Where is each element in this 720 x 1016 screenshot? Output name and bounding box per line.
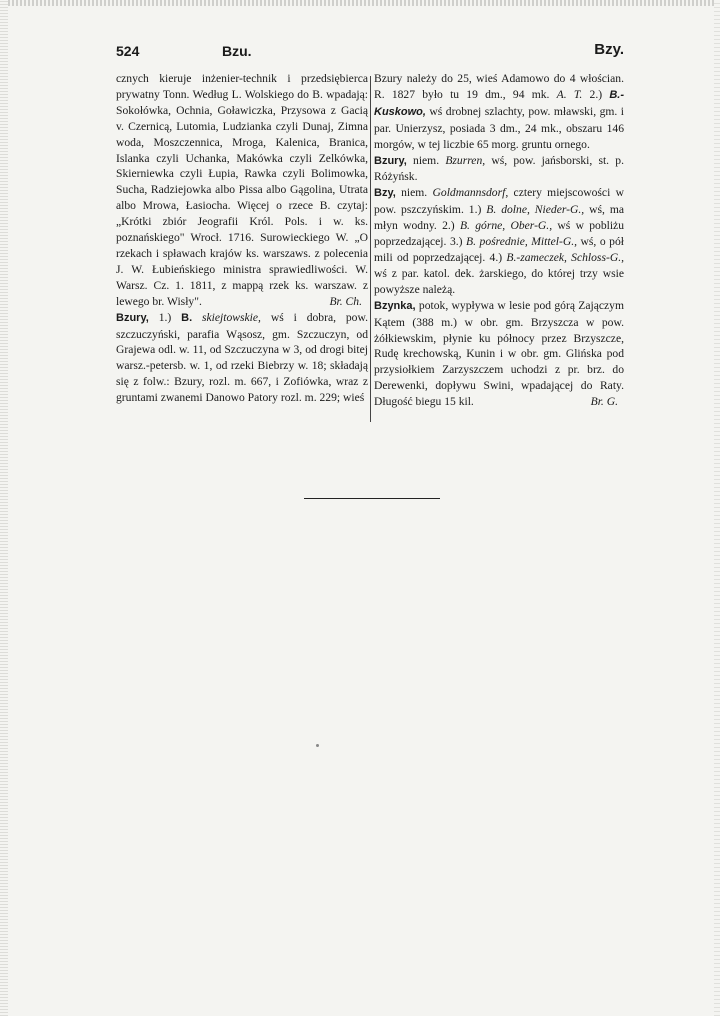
running-head-left: Bzu.	[222, 43, 252, 59]
right-column	[374, 71, 624, 410]
scan-right-edge	[714, 0, 720, 1016]
author-signature: A. T.	[556, 87, 583, 101]
page-header	[116, 43, 624, 65]
end-of-section-rule	[304, 498, 440, 499]
entry-bzynka: Bzynka, potok, wypływa w lesie pod górą Zajączym Kątem (388 m.) w obr. gm. Brzyszcza w pow. żółkiewskim, płynie ku północy przez Brzyszcze, Rudę krechowską, Kunin i w obr. gm. Glińska pod przysiołkiem Zarzyszczem uchodzi z pr. brz. do Derewenki, dopływu Swini, wpadającej do Raty. Długość biegu 15 kil. Br. G.	[374, 298, 624, 409]
scan-top-edge	[0, 0, 720, 6]
entry-bzy: Bzy, niem. Goldmannsdorf, cztery miejscowości w pow. pszczyńskim. 1.) B. dolne, Nieder-G., wś, ma młyn wodny. 2.) B. górne, Ober-G., wś w pobliżu poprzedzającej. 3.) B. pośrednie, Mittel-G., wś, o pół mili od poprzedzającej. 4.) B.-zameczek, Schloss-G., wś z par. katol. dek. żarskiego, do której trzy wsie powyższe należą.	[374, 186, 625, 296]
entry-headword: Bzynka,	[374, 299, 416, 312]
author-signature: Br. Ch.	[329, 294, 362, 308]
running-head-right: Bzy.	[594, 41, 624, 58]
entry-continuation: cznych kieruje inżenier-technik i przedsiębierca prywatny Tonn. Według L. Wolskiego do B. wpadają: Sokołówka, Ochnia, Goławiczka, Przysowa z Gacią v. Czernicą, Lutomia, Ludzianka czyli Dunaj, Zimna woda, Moszczennica, Mroga, Kalenica, Branica, Islanka czyli Uchanka, Makówka czyli Zelkówka, Skierniewka czyli Łupia, Rawka czyli Bolimowka, Sucha, Radziejowka albo Pissa albo Gągolina, Utrata albo Mrowa, Łasiocha. Więcej o rzece B. czytaj: „Krótki zbiór Jeografii Król. Pols. i w. ks. poznańskiego" Wrocł. 1716. Surowieckiego W. „O rzekach i spławach krajów ks. warszaws. z polecenia J. W. Łubieńskiego ministra sprawiedliwości. W. Warsz. Cz. 1. 1811, z mappą rzek ks. warszaw. z lewego br. Wisły". Br. Ch.	[116, 72, 368, 308]
entry-headword: Bzury,	[374, 154, 407, 167]
scan-left-edge	[0, 0, 8, 1016]
scan-speck	[316, 744, 319, 747]
page-number: 524	[116, 43, 140, 59]
entry-bzury-1: Bzury, 1.) B. skiejtowskie, wś i dobra, pow. szczuczyński, parafia Wąsosz, gm. Szczuczyn, od Grajewa odl. w. 11, od Szczuczyna w 3, od drogi bitej warsz.-petersb. w. 1, od rzeki Biebrzy w. 18; składają się z folw.: Bzury, rozl. m. 667, i Zofiówka, wraz z gruntami zwanemi Danowo Patory rozl. m. 229; wieś	[116, 310, 368, 405]
entry-headword: Bzy,	[374, 187, 396, 200]
author-signature: Br. G.	[590, 395, 618, 409]
column-divider	[370, 76, 371, 422]
entry-headword: Bzury,	[116, 311, 149, 324]
entry-bzury-continued: Bzury należy do 25, wieś Adamowo do 4 włościan. R. 1827 było tu 19 dm., 94 mk. A. T. 2.) B.-Kuskowo, wś drobnej szlachty, pow. mławski, gm. i par. Unierzysz, posiada 3 dm., 24 mk., obszaru 146 morgów, w tej liczbie 65 morg. gruntu ornego.	[374, 72, 624, 151]
entry-bzury-2: Bzury, niem. Bzurren, wś, pow. jańsborski, st. p. Różyńsk.	[374, 153, 624, 184]
left-column	[116, 71, 368, 406]
